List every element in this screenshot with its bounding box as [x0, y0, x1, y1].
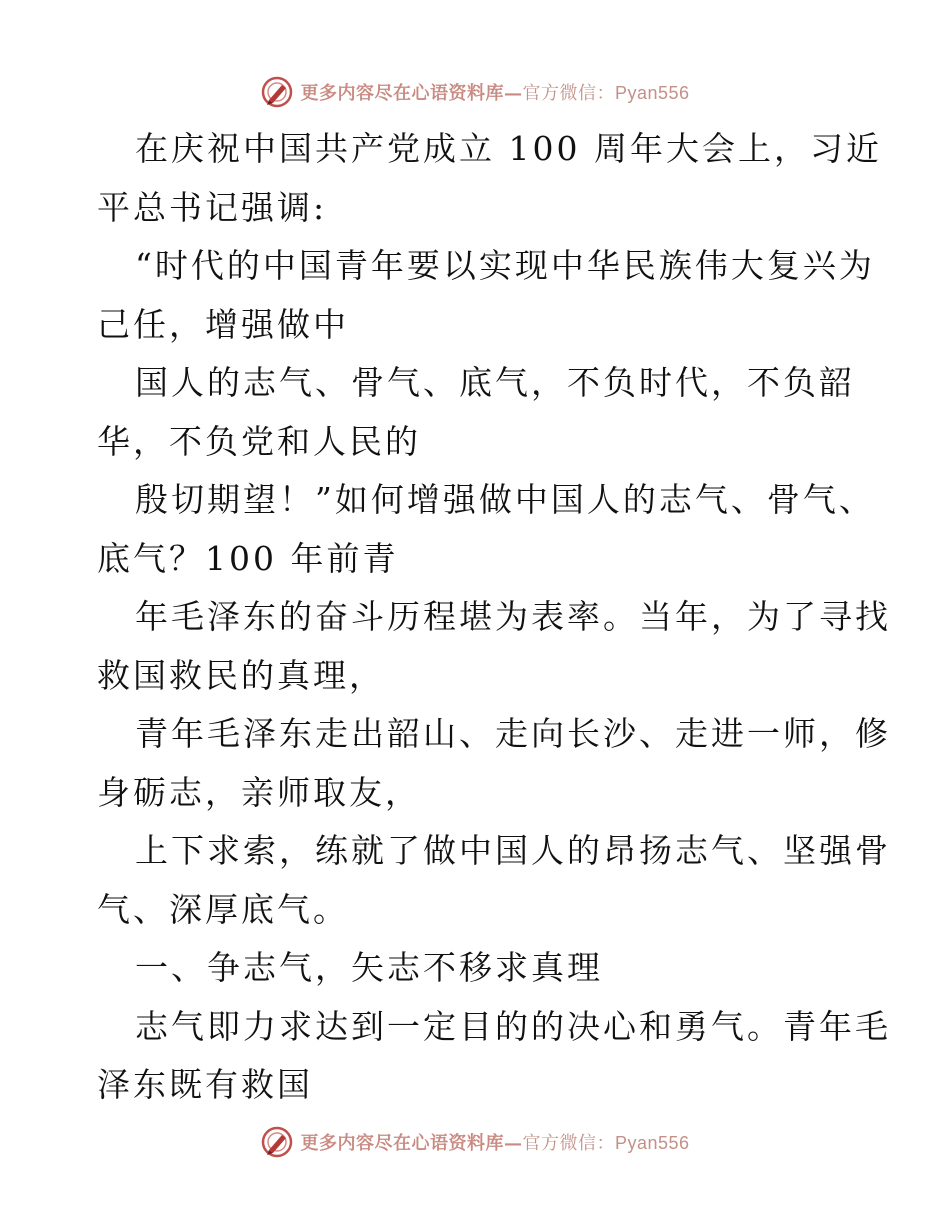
dash-separator: — — [503, 1133, 523, 1154]
text-line: 救国救民的真理， — [97, 655, 385, 695]
watermark-text — [300, 79, 689, 105]
text-line: “时代的中国青年要以实现中华民族伟大复兴为 — [135, 246, 875, 285]
brand-text: 更多内容尽在心语资料库 — [300, 1133, 504, 1154]
pen-logo-icon — [260, 1125, 294, 1159]
text-line: 泽东既有救国 — [97, 1065, 313, 1104]
text-line: 平总书记强调: — [97, 187, 328, 227]
text-line: 国人的志气、骨气、底气，不负时代，不负韶 — [135, 363, 855, 402]
text-line: 气、深厚底气。 — [97, 889, 349, 929]
header-watermark — [0, 72, 950, 112]
wechat-handle: Pyan556 — [614, 83, 690, 103]
contact-label: 官方微信： — [522, 83, 615, 104]
contact-label: 官方微信： — [522, 1133, 615, 1154]
section-heading: 一、争志气，矢志不移求真理 — [135, 948, 603, 987]
text-line: 在庆祝中国共产党成立 100 周年大会上，习近 — [135, 129, 882, 168]
pen-logo-icon — [260, 75, 294, 109]
text-line: 志气即力求达到一定目的的决心和勇气。青年毛 — [135, 1006, 891, 1046]
text-line: 身砺志，亲师取友， — [97, 772, 421, 812]
text-line: 青年毛泽东走出韶山、走向长沙、走进一师，修 — [135, 714, 891, 753]
watermark-text — [300, 1129, 689, 1155]
document-body — [97, 120, 891, 1115]
text-line: 上下求索，练就了做中国人的昂扬志气、坚强骨 — [135, 831, 891, 870]
text-line: 己任，增强做中 — [97, 304, 349, 344]
footer-watermark — [0, 1122, 950, 1162]
text-line: 华，不负党和人民的 — [97, 421, 421, 461]
text-line: 殷切期望！”如何增强做中国人的志气、骨气、 — [135, 480, 875, 519]
text-line: 底气？100 年前青 — [97, 538, 399, 578]
dash-separator: — — [503, 83, 523, 104]
brand-text: 更多内容尽在心语资料库 — [300, 83, 504, 104]
text-line: 年毛泽东的奋斗历程堪为表率。当年，为了寻找 — [135, 597, 891, 636]
wechat-handle: Pyan556 — [614, 1133, 690, 1153]
